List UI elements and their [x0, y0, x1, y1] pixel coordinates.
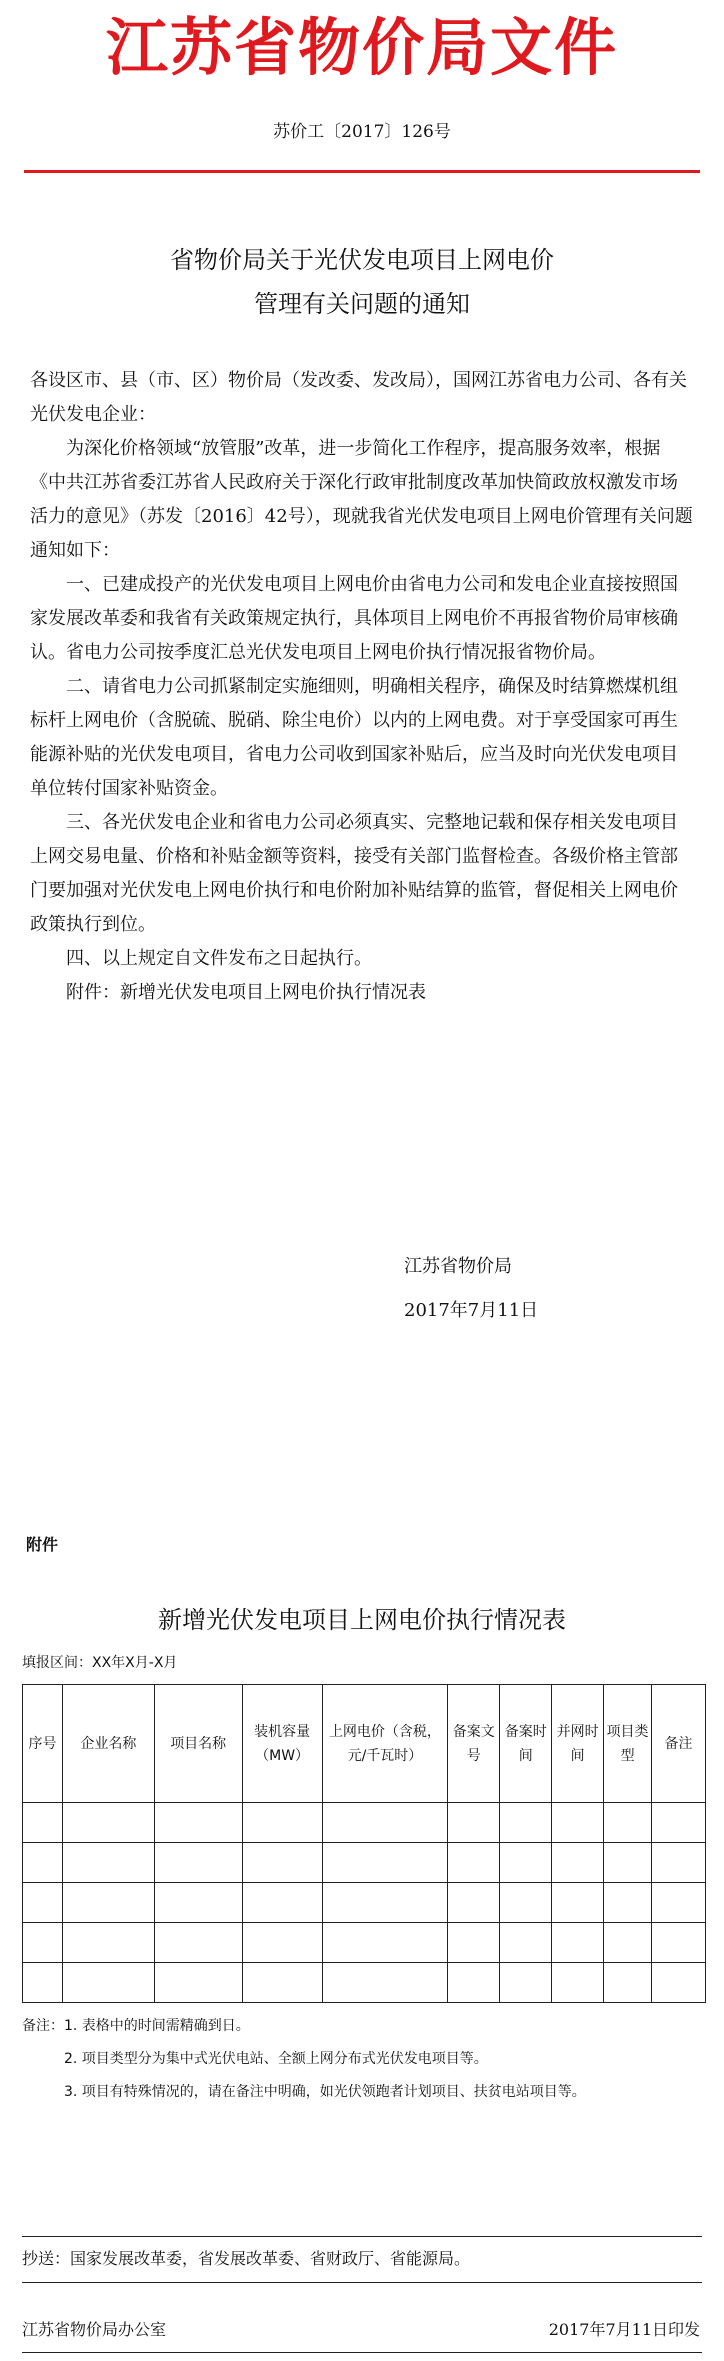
note-1: 备注：1. 表格中的时间需精确到日。	[22, 2018, 250, 2034]
table-cell[interactable]	[322, 1883, 448, 1923]
table-cell[interactable]	[62, 1963, 154, 2003]
signature-date: 2017年7月11日	[404, 1300, 539, 1321]
table-cell[interactable]	[154, 1963, 242, 2003]
table-cell[interactable]	[604, 1843, 652, 1883]
paragraph-intro: 为深化价格领域“放管服”改革，进一步简化工作程序，提高服务效率，根据《中共江苏省委江苏省人民政府关于深化行政审批制度改革加快简政放权激发市场活力的意见》（苏发〔2016〕42号），现就我省光伏发电项目上网电价管理有关问题通知如下：	[30, 438, 693, 561]
column-header: 序号	[23, 1685, 63, 1803]
table-cell[interactable]	[552, 1963, 604, 2003]
table-cell[interactable]	[500, 1843, 552, 1883]
signature-org: 江苏省物价局	[404, 1256, 512, 1277]
table-cell[interactable]	[652, 1883, 706, 1923]
table-cell[interactable]	[242, 1843, 322, 1883]
table-row	[23, 1803, 706, 1843]
table-cell[interactable]	[448, 1843, 500, 1883]
table-cell[interactable]	[23, 1843, 63, 1883]
column-header: 上网电价（含税，元/千瓦时）	[322, 1685, 448, 1803]
table-cell[interactable]	[552, 1883, 604, 1923]
table-cell[interactable]	[552, 1843, 604, 1883]
table-cell[interactable]	[322, 1803, 448, 1843]
table-cell[interactable]	[604, 1883, 652, 1923]
table-row	[23, 1883, 706, 1923]
notice-body	[30, 364, 694, 1010]
form-title: 新增光伏发电项目上网电价执行情况表	[158, 1606, 566, 1634]
table-cell[interactable]	[322, 1963, 448, 2003]
column-header: 项目名称	[154, 1685, 242, 1803]
table-cell[interactable]	[23, 1963, 63, 2003]
table-cell[interactable]	[500, 1803, 552, 1843]
addressee: 各设区市、县（市、区）物价局（发改委、发改局），国网江苏省电力公司、各有关光伏发电企业：	[30, 370, 687, 425]
table-cell[interactable]	[500, 1883, 552, 1923]
table-cell[interactable]	[604, 1963, 652, 2003]
attachment-reference: 附件：新增光伏发电项目上网电价执行情况表	[66, 982, 426, 1003]
table-cell[interactable]	[322, 1923, 448, 1963]
table-cell[interactable]	[448, 1923, 500, 1963]
note-2: 2. 项目类型分为集中式光伏电站、全额上网分布式光伏发电项目等。	[64, 2051, 488, 2067]
paragraph-2: 二、请省电力公司抓紧制定实施细则，明确相关程序，确保及时结算燃煤机组标杆上网电价（含脱硫、脱硝、除尘电价）以内的上网电费。对于享受国家可再生能源补贴的光伏发电项目，省电力公司收到国家补贴后，应当及时向光伏发电项目单位转付国家补贴资金。	[30, 676, 678, 799]
attachment-heading: 附件	[26, 1535, 59, 1554]
document-header-title: 江苏省物价局文件	[105, 11, 618, 84]
table-cell[interactable]	[604, 1923, 652, 1963]
table-cell[interactable]	[23, 1923, 63, 1963]
fill-period: 填报区间：XX年X月-X月	[22, 1655, 178, 1671]
table-cell[interactable]	[23, 1883, 63, 1923]
column-header: 企业名称	[62, 1685, 154, 1803]
table-cell[interactable]	[448, 1803, 500, 1843]
table-cell[interactable]	[652, 1843, 706, 1883]
column-header: 项目类型	[604, 1685, 652, 1803]
table-cell[interactable]	[552, 1923, 604, 1963]
table-header-row	[23, 1685, 706, 1803]
table-cell[interactable]	[242, 1883, 322, 1923]
table-cell[interactable]	[154, 1923, 242, 1963]
table-cell[interactable]	[652, 1923, 706, 1963]
document-number: 苏价工〔2017〕126号	[273, 122, 451, 142]
table-cell[interactable]	[448, 1883, 500, 1923]
column-header: 备案时间	[500, 1685, 552, 1803]
table-cell[interactable]	[604, 1803, 652, 1843]
column-header: 并网时间	[552, 1685, 604, 1803]
table-cell[interactable]	[322, 1843, 448, 1883]
paragraph-1: 一、已建成投产的光伏发电项目上网电价由省电力公司和发电企业直接按照国家发展改革委和我省有关政策规定执行，具体项目上网电价不再报省物价局审核确认。省电力公司按季度汇总光伏发电项目上网电价执行情况报省物价局。	[30, 574, 678, 663]
table-cell[interactable]	[500, 1923, 552, 1963]
table-cell[interactable]	[652, 1963, 706, 2003]
table-cell[interactable]	[154, 1883, 242, 1923]
table-cell[interactable]	[62, 1843, 154, 1883]
note-3: 3. 项目有特殊情况的，请在备注中明确，如光伏领跑者计划项目、扶贫电站项目等。	[64, 2084, 586, 2100]
print-date: 2017年7月11日印发	[548, 2320, 700, 2339]
table-cell[interactable]	[500, 1963, 552, 2003]
footer-rule-middle	[22, 2282, 702, 2283]
table-cell[interactable]	[62, 1803, 154, 1843]
table-row	[23, 1843, 706, 1883]
column-header: 备案文号	[448, 1685, 500, 1803]
table-notes	[22, 2010, 706, 2109]
notice-title	[0, 238, 724, 326]
table-cell[interactable]	[242, 1963, 322, 2003]
cc-line: 抄送：国家发展改革委，省发展改革委、省财政厅、省能源局。	[22, 2249, 471, 2268]
table-cell[interactable]	[242, 1923, 322, 1963]
table-row	[23, 1923, 706, 1963]
notice-title-line-2: 管理有关问题的通知	[254, 290, 470, 318]
table-cell[interactable]	[154, 1803, 242, 1843]
table-cell[interactable]	[552, 1803, 604, 1843]
execution-table	[22, 1684, 706, 2003]
paragraph-4: 四、以上规定自文件发布之日起执行。	[66, 948, 372, 969]
table-cell[interactable]	[448, 1963, 500, 2003]
column-header: 备注	[652, 1685, 706, 1803]
red-divider	[24, 170, 700, 173]
table-cell[interactable]	[62, 1923, 154, 1963]
footer-rule-top	[22, 2236, 702, 2237]
table-body	[23, 1803, 706, 2003]
table-cell[interactable]	[154, 1843, 242, 1883]
column-header: 装机容量（MW）	[242, 1685, 322, 1803]
footer-rule-bottom	[22, 2352, 702, 2353]
table-cell[interactable]	[62, 1883, 154, 1923]
table-cell[interactable]	[652, 1803, 706, 1843]
table-row	[23, 1963, 706, 2003]
table-cell[interactable]	[23, 1803, 63, 1843]
table-cell[interactable]	[242, 1803, 322, 1843]
issuing-office: 江苏省物价局办公室	[22, 2320, 167, 2339]
notice-title-line-1: 省物价局关于光伏发电项目上网电价	[170, 246, 554, 274]
paragraph-3: 三、各光伏发电企业和省电力公司必须真实、完整地记载和保存相关发电项目上网交易电量、价格和补贴金额等资料，接受有关部门监督检查。各级价格主管部门要加强对光伏发电上网电价执行和电价附加补贴结算的监管，督促相关上网电价政策执行到位。	[30, 812, 678, 935]
